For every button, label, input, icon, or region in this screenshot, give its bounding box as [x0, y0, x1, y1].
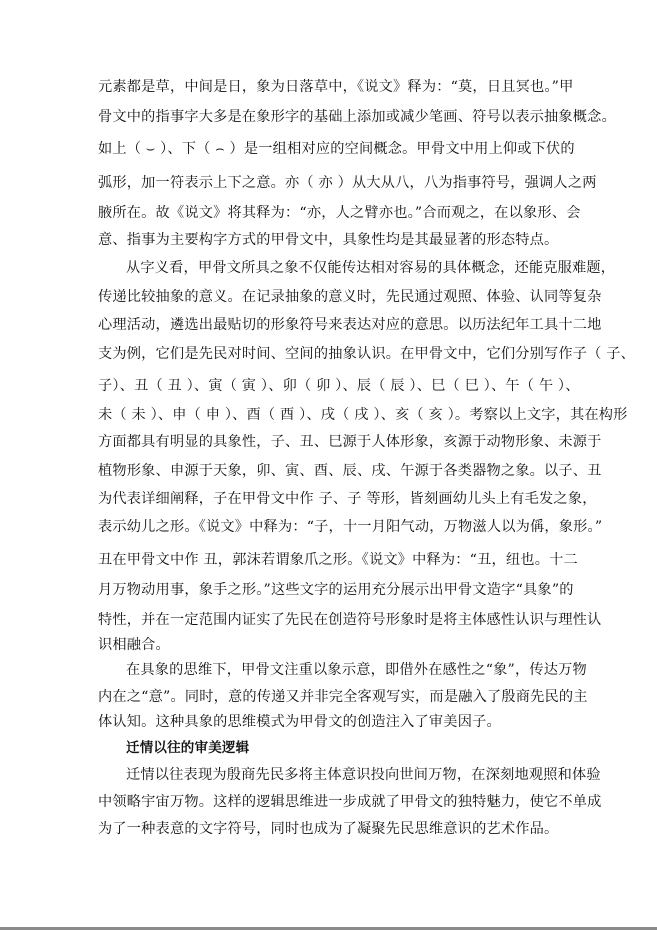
text-line: 骨文中的指事字大多是在象形字的基础上添加或减少笔画、符号以表示抽象概念。	[98, 109, 616, 125]
text-line: 方面都具有明显的具象性，子、丑、巳源于人体形象，亥源于动物形象、未源于	[98, 434, 602, 450]
paragraph-first-line: 从字义看，甲骨文所具之象不仅能传达相对容易的具体概念，还能克服难题，	[126, 260, 616, 276]
paragraph-first-line: 在具象的思维下，甲骨文注重以象示意，即借外在感性之“象”，传达万物	[126, 662, 587, 678]
text-line: 传递比较抽象的意义。在记录抽象的意义时，先民通过观照、体验、认同等复杂	[98, 289, 602, 305]
text-line: 心理活动，遴选出最贴切的形象符号来表达对应的意思。以历法纪年工具十二地	[98, 317, 602, 333]
oracle-glyph-line: 子）、丑（ 丑 ）、寅（ 寅 ）、卯（ 卯 ）、辰（ 辰 ）、巳（ 巳 ）、午（ 午 ）、	[98, 378, 580, 394]
text-line: 月万物动用事，象手之形。”这些文字的运用充分展示出甲骨文造字“具象”的	[98, 582, 574, 598]
text-line: 表示幼儿之形。《说文》中释为：“子，十一月阳气动，万物滋人以为偁，象形。”	[98, 519, 603, 535]
paragraph-first-line: 迁情以往表现为殷商先民多将主体意识投向世间万物，在深刻地观照和体验	[126, 767, 601, 783]
text-line: 特性，并在一定范围内证实了先民在创造符号形象时是将主体感性认识与理性认	[98, 612, 602, 628]
text-line: 体认知。这种具象的思维模式为甲骨文的创造注入了审美因子。	[98, 714, 501, 730]
text-line: 为了一种表意的文字符号，同时也成为了凝聚先民思维意识的艺术作品。	[98, 821, 559, 837]
text-line: 意、指事为主要构字方式的甲骨文中，具象性均是其最显著的形态特点。	[98, 232, 559, 248]
text-line: 如上（ ⌣ ）、下（ ⌢ ）是一组相对应的空间概念。甲骨文中用上仰或下伏的	[98, 141, 575, 157]
text-line: 为代表详细阐释，子在甲骨文中作 子、子 等形，皆刻画幼儿头上有毛发之象，	[98, 491, 597, 507]
text-line: 植物形象、申源于天象，卯、寅、酉、辰、戌、午源于各类器物之象。以子、丑	[98, 463, 602, 479]
text-line: 弧形，加一符表示上下之意。亦（ 亦 ）从大从八，八为指事符号，强调人之两	[98, 175, 597, 191]
text-line: 内在之“意”。同时，意的传递又并非完全客观写实，而是融入了殷商先民的主	[98, 689, 588, 705]
text-line: 元素都是草，中间是日，象为日落草中，《说文》释为：“莫，日且冥也。”甲	[98, 79, 574, 95]
text-line: 中领略宇宙万物。这样的逻辑思维进一步成就了甲骨文的独特魅力，使它不单成	[98, 794, 602, 810]
section-heading: 迁情以往的审美逻辑	[126, 740, 250, 756]
text-line: 丑在甲骨文中作 丑，郭沫若谓象爪之形。《说文》中释为：“丑，纽也。十二	[98, 552, 578, 568]
text-line: 识相融合。	[98, 637, 170, 653]
text-line: 支为例，它们是先民对时间、空间的抽象认识。在甲骨文中，它们分别写作子（ 子、	[98, 346, 636, 362]
oracle-glyph-line: 未（ 未 ）、申（ 申 ）、酉（ 酉 ）、戌（ 戌 ）、亥（ 亥 ）。考察以上文字，其在构形	[98, 407, 628, 423]
text-line: 腋所在。故《说文》将其释为：“亦，人之臂亦也。”合而观之，在以象形、会	[98, 205, 581, 221]
